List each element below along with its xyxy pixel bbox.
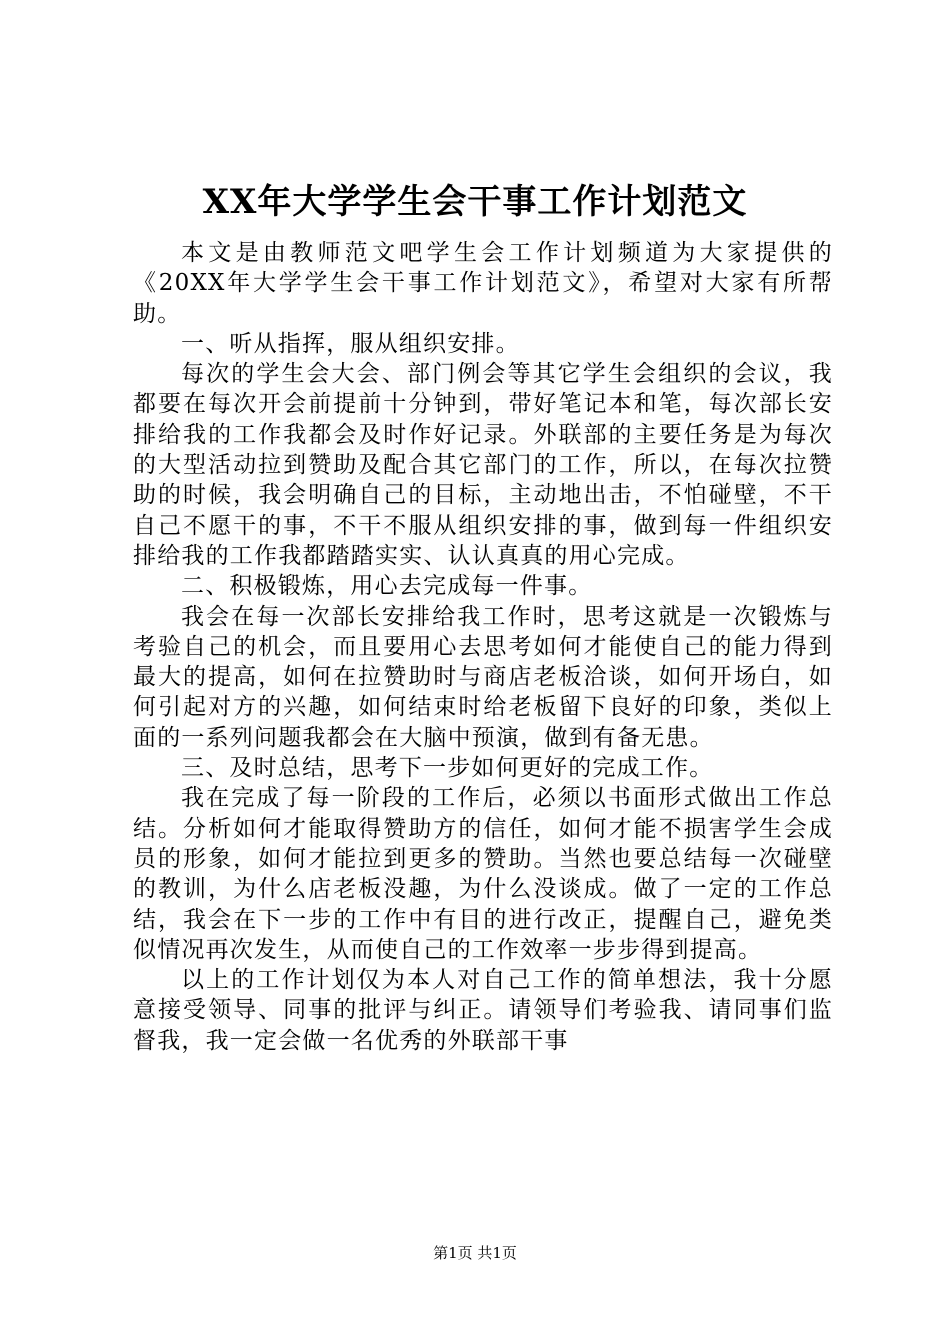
- section-heading-2: 二、积极锻炼，用心去完成每一件事。: [181, 573, 593, 600]
- paragraph-intro: 本文是由教师范文吧学生会工作计划频道为大家提供的《20XX年大学学生会干事工作计划范文》，希望对大家有所帮助。: [133, 240, 833, 327]
- section-heading-3: 三、及时总结，思考下一步如何更好的完成工作。: [181, 755, 714, 782]
- paragraph-section-3: 我在完成了每一阶段的工作后，必须以书面形式做出工作总结。分析如何才能取得赞助方的信任，如何才能不损害学生会成员的形象，如何才能拉到更多的赞助。当然也要总结每一次碰壁的教训，为什么店老板没趣，为什么没谈成。做了一定的工作总结，我会在下一步的工作中有目的进行改正，提醒自己，避免类似情况再次发生，从而使自己的工作效率一步步得到提高。: [133, 785, 833, 963]
- page-footer: 第1页 共1页: [433, 1244, 517, 1262]
- section-heading-1: 一、听从指挥，服从组织安排。: [181, 330, 520, 357]
- paragraph-conclusion: 以上的工作计划仅为本人对自己工作的简单想法，我十分愿意接受领导、同事的批评与纠正。请领导们考验我、请同事们监督我，我一定会做一名优秀的外联部干事: [133, 967, 833, 1054]
- document-body: [133, 238, 833, 1056]
- paragraph-section-2: 我会在每一次部长安排给我工作时，思考这就是一次锻炼与考验自己的机会，而且要用心去思考如何才能使自己的能力得到最大的提高，如何在拉赞助时与商店老板洽谈，如何开场白，如何引起对方的兴趣，如何结束时给老板留下良好的印象，类似上面的一系列问题我都会在大脑中预演，做到有备无患。: [133, 603, 833, 751]
- document-title: XX年大学学生会干事工作计划范文: [202, 182, 748, 222]
- paragraph-section-1: 每次的学生会大会、部门例会等其它学生会组织的会议，我都要在每次开会前提前十分钟到，带好笔记本和笔，每次部长安排给我的工作我都会及时作好记录。外联部的主要任务是为每次的大型活动拉到赞助及配合其它部门的工作，所以，在每次拉赞助的时候，我会明确自己的目标，主动地出击，不怕碰壁，不干自己不愿干的事，不干不服从组织安排的事，做到每一件组织安排给我的工作我都踏踏实实、认认真真的用心完成。: [133, 361, 833, 569]
